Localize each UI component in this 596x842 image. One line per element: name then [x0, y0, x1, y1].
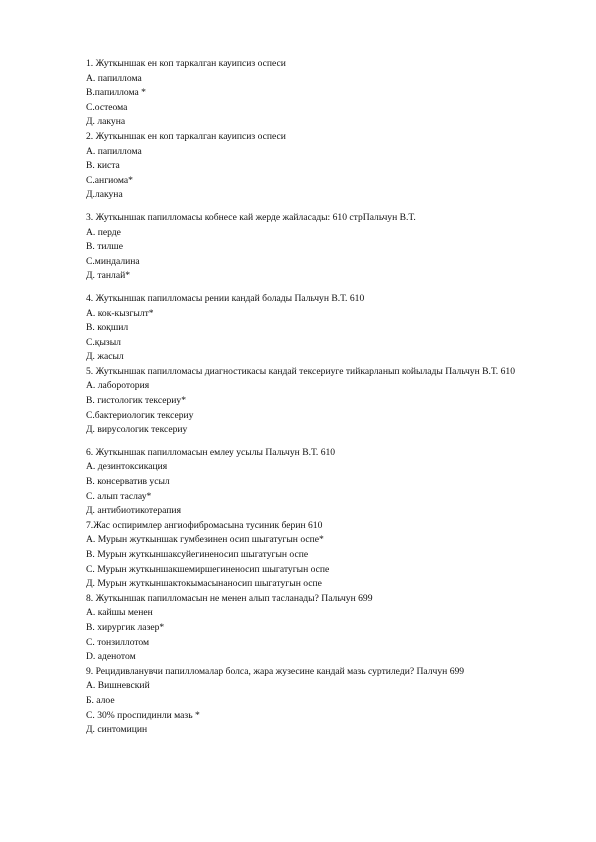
question-text: 8. Жуткыншак папилломасын не менен алып тасланады? Пальчун 699 [86, 592, 373, 604]
answer-option: А. перде [86, 226, 121, 238]
answer-option: Д. танлай* [86, 270, 131, 282]
answer-option: С.ангиома* [86, 174, 133, 186]
question-text: 9. Рецидивланувчи папилломалар болса, жара жузесине кандай мазь суртиледи? Палчун 699 [86, 665, 465, 677]
answer-option: С.қызыл [86, 336, 121, 348]
paragraph-gap [86, 438, 556, 446]
paragraph-gap [86, 284, 556, 292]
question-text: 6. Жуткыншак папилломасын емлеу усылы Пальчун В.Т. 610 [86, 446, 336, 458]
answer-option: Б. алое [86, 694, 115, 706]
answer-option: D. аденотом [86, 651, 136, 663]
answer-option: В. тилше [86, 241, 123, 253]
answer-option: Д. жасыл [86, 351, 124, 363]
answer-option: В. консерватив усыл [86, 476, 170, 488]
answer-option: А. Мурын жуткыншак гумбезинен осип шыгатугын оспе* [86, 534, 324, 546]
question-text: 2. Жуткыншак ен коп таркалган кауипсиз оспеси [86, 130, 286, 142]
answer-option: А. лаборотория [86, 380, 150, 392]
answer-option: В. гистологик тексериу* [86, 395, 187, 407]
answer-option: Д.лакуна [86, 189, 123, 201]
answer-option: А. кайшы менен [86, 607, 153, 619]
answer-option: С. тонзиллотом [86, 636, 150, 648]
answer-option: В. хирургик лазер* [86, 621, 165, 633]
answer-option: В. киста [86, 160, 120, 172]
answer-option: С.бактериологик тексериу [86, 409, 194, 421]
answer-option: С. 30% проспидинли мазь * [86, 709, 200, 721]
answer-option: А. дезинтоксикация [86, 461, 168, 473]
document-body [86, 57, 556, 738]
answer-option: А. Вишневский [86, 680, 150, 692]
answer-option: Д. вирусологик тексериу [86, 424, 188, 436]
answer-option: Д. лакуна [86, 116, 126, 128]
answer-option: С. Мурын жуткыншакшемиршегиненосип шыгатугын оспе [86, 563, 330, 575]
answer-option: Д. синтомицин [86, 724, 148, 736]
answer-option: С.остеома [86, 101, 128, 113]
answer-option: С. алып таслау* [86, 490, 152, 502]
answer-option: А. папиллома [86, 145, 142, 157]
answer-option: Д. Мурын жуткыншактокымасынаносип шыгатугын оспе [86, 578, 322, 590]
question-text: 5. Жуткыншак папилломасы диагностикасы кандай тексериуге тийкарланып койылады Пальчун В.Т. 610 [86, 365, 515, 377]
question-text: 3. Жуткыншак папилломасы кобнесе кай жерде жайласады: 610 стрПальчун В.Т. [86, 211, 416, 223]
question-text: 7.Жас оспиримлер ангиофибромасына тусиник берин 610 [86, 519, 323, 531]
answer-option: В. коқшил [86, 322, 129, 334]
paragraph-gap [86, 203, 556, 211]
answer-option: А. кок-кызгылт* [86, 307, 154, 319]
question-text: 1. Жуткыншак ен коп таркалган кауипсиз оспеси [86, 58, 286, 69]
answer-option: А. папиллома [86, 72, 142, 84]
question-text: 4. Жуткыншак папилломасы рении кандай болады Пальчун В.Т. 610 [86, 292, 365, 304]
answer-option: С.миндалина [86, 255, 140, 267]
answer-option: Д. антибиотикотерапия [86, 505, 181, 517]
answer-option: В. Мурын жуткыншаксуйегиненосип шыгатугын оспе [86, 549, 309, 560]
answer-option: В.папиллома * [86, 87, 146, 99]
